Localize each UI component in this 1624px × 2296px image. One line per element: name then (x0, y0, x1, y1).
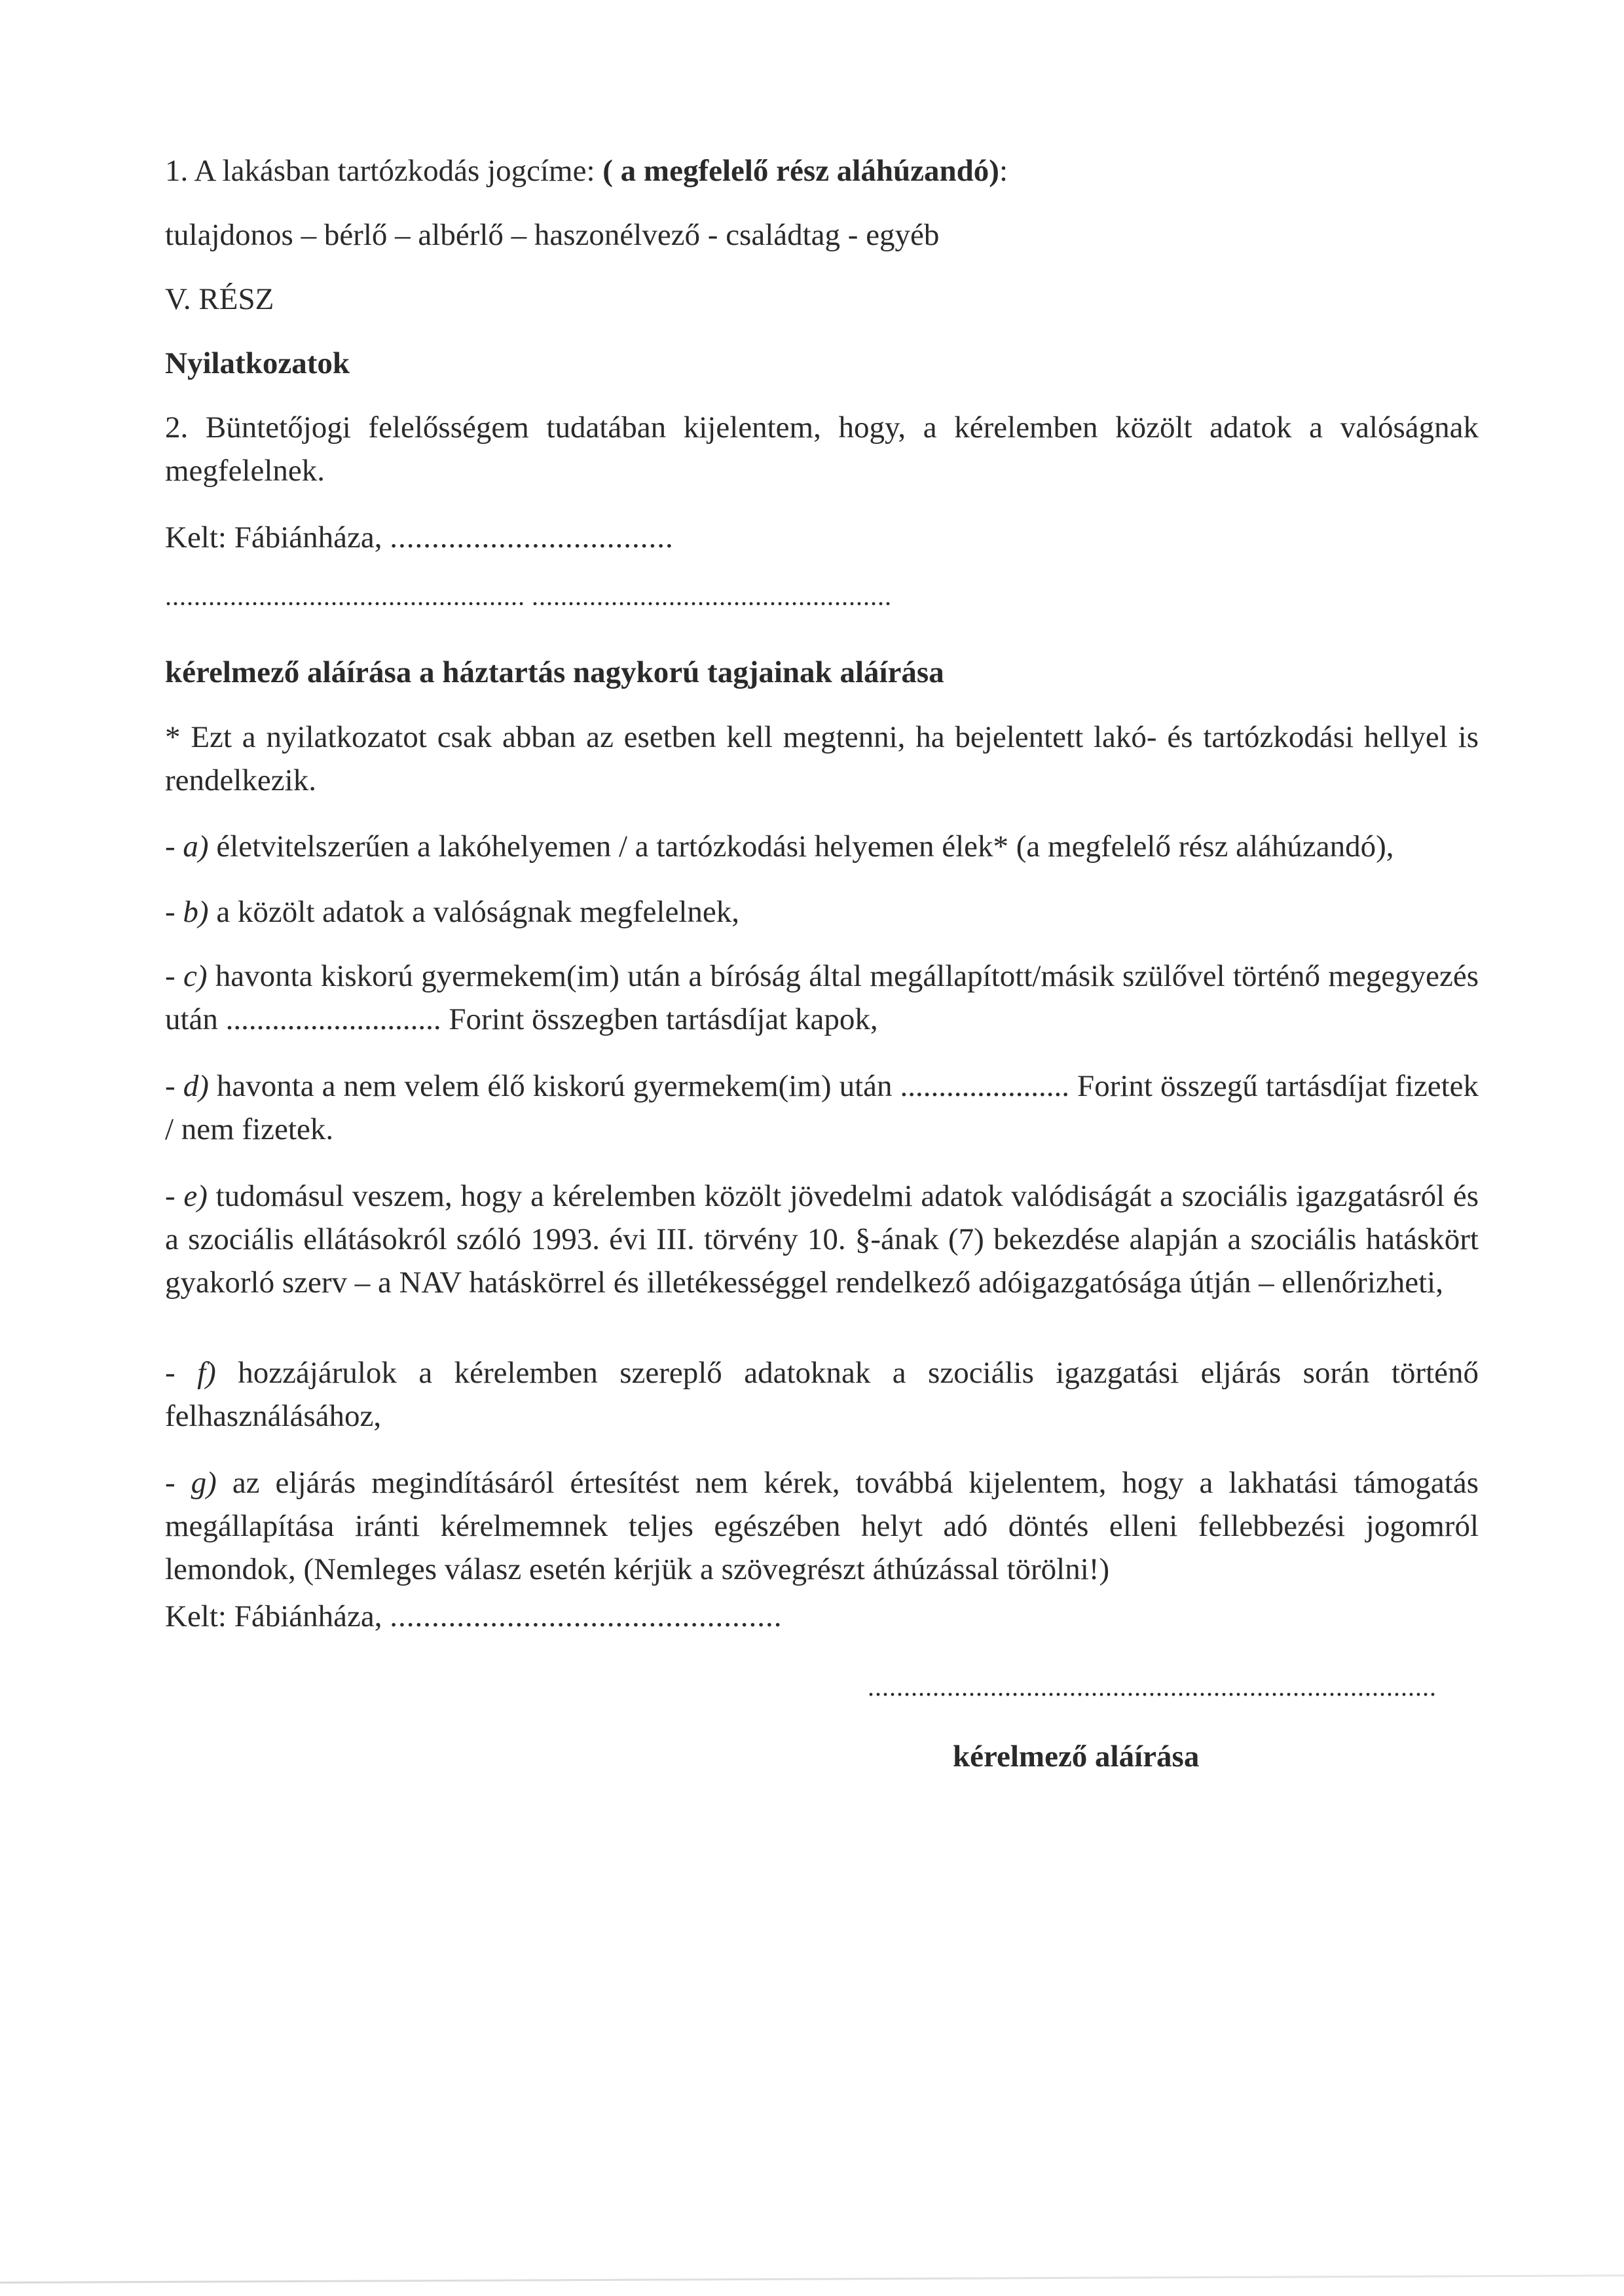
signature-line-bottom (868, 1666, 1496, 1709)
declaration-text: havonta kiskorú gyermekem(im) után a bíróság által megállapított/másik szülővel történő megegyezés után ............................ Forint összegben tartásdíjat kapok, (165, 959, 1479, 1036)
dash: - (165, 959, 183, 993)
dash: - (165, 1356, 198, 1390)
dash: - (165, 1069, 183, 1103)
item-1-tenure (165, 149, 1479, 192)
declaration-text: hozzájárulok a kérelemben szereplő adatoknak a szociális igazgatási eljárás során történő felhasználásához, (165, 1356, 1479, 1433)
signature-caption-bottom: kérelmező aláírása (953, 1740, 1200, 1774)
item-1-label: 1. A lakásban tartózkodás jogcíme: (165, 154, 603, 188)
item-1-colon: : (999, 154, 1008, 188)
section-title: V. RÉSZ (165, 282, 274, 316)
letter-a: a) (183, 829, 209, 864)
signature-caption-top: kérelmező aláírása a háztartás nagykorú tagjainak aláírása (165, 655, 944, 689)
dash: - (165, 1179, 184, 1213)
dash: - (165, 1466, 191, 1500)
item-1-instruction: ( a megfelelő rész aláhúzandó) (602, 154, 999, 188)
date-field-1[interactable]: .................................. (390, 520, 674, 555)
letter-b: b) (183, 895, 209, 929)
household-signature-field[interactable]: .................................................. (532, 581, 892, 611)
declaration-text: havonta a nem velem élő kiskorú gyermekem(im) után ...................... Forint összegű tartásdíjat fizetek / nem fizetek. (165, 1069, 1479, 1146)
applicant-signature-field[interactable]: .................................................. (165, 581, 525, 611)
declaration-f (165, 1351, 1479, 1438)
declaration-text: a közölt adatok a valóságnak megfelelnek, (208, 895, 739, 929)
scan-edge-line (0, 2274, 1624, 2284)
declaration-text: tudomásul veszem, hogy a kérelemben közölt jövedelmi adatok valódiságát a szociális igazgatásról és a szociális ellátásokról szóló 1993. évi III. törvény 10. §-ának (7) bekezdése alapján a szociális hatáskört gyakorló szerv – a NAV hatáskörrel és illetékességgel rendelkező adóigazgatósága útján – ellenőrizheti, (165, 1179, 1479, 1300)
letter-e: e) (183, 1179, 208, 1213)
final-signature-field[interactable]: ............................................................................... (868, 1672, 1437, 1702)
declaration-e (165, 1175, 1479, 1304)
signature-lines-top (165, 575, 1479, 618)
dash: - (165, 829, 183, 864)
item-2-statement: 2. Büntetőjogi felelősségem tudatában kijelentem, hogy, a kérelemben közölt adatok a valóságnak megfelelnek. (165, 410, 1479, 488)
date-field-2[interactable]: ............................................... (390, 1599, 783, 1633)
dash: - (165, 895, 183, 929)
declaration-b (165, 890, 1479, 934)
section-heading: Nyilatkozatok (165, 346, 350, 380)
letter-g: g) (191, 1466, 217, 1500)
kelt-label-1: Kelt: Fábiánháza, (165, 520, 390, 555)
kelt-line-2 (165, 1595, 1479, 1638)
declaration-c (165, 955, 1479, 1041)
declaration-text: életvitelszerűen a lakóhelyemen / a tartózkodási helyemen élek* (a megfelelő rész aláhúzandó), (208, 829, 1394, 864)
declaration-a (165, 825, 1479, 868)
tenure-options: tulajdonos – bérlő – albérlő – haszonélvező - családtag - egyéb (165, 218, 940, 252)
declaration-d (165, 1065, 1479, 1151)
declaration-g (165, 1461, 1479, 1591)
declaration-text: az eljárás megindításáról értesítést nem kérek, továbbá kijelentem, hogy a lakhatási támogatás megállapítása iránti kérelmemnek teljes egészében helyt adó döntés elleni fellebbezési jogomról lemondok, (Nemleges válasz esetén kérjük a szövegrészt áthúzással törölni!) (165, 1466, 1479, 1586)
letter-d: d) (183, 1069, 209, 1103)
footnote: * Ezt a nyilatkozatot csak abban az esetben kell megtenni, ha bejelentett lakó- és tartózkodási hellyel is rendelkezik. (165, 720, 1479, 797)
kelt-label-2: Kelt: Fábiánháza, (165, 1599, 390, 1633)
kelt-line-1 (165, 516, 1479, 559)
letter-f: f) (197, 1356, 216, 1390)
letter-c: c) (183, 959, 208, 993)
